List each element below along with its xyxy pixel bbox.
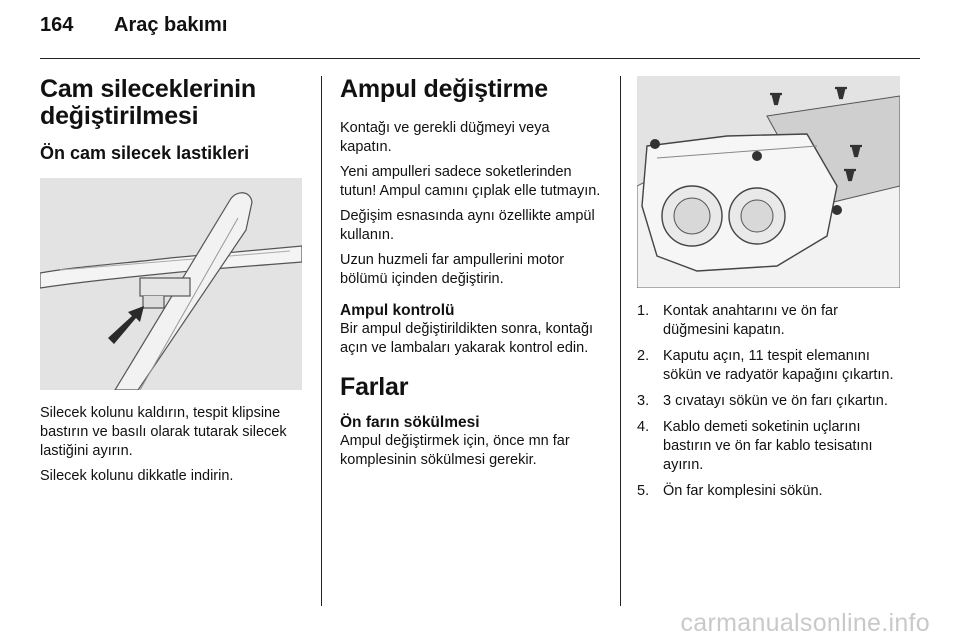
list-item: 5. Ön far komplesini sökün.	[637, 483, 823, 499]
bulb-para-1: Kontağı ve gerekli düğmeyi veya kapatın.	[340, 120, 550, 155]
column-wipers	[40, 76, 302, 486]
list-item: 2. Kaputu açın, 11 tespit elemanını sökün ve radyatör kapağını çıkartın.	[637, 348, 894, 383]
header-rule	[40, 58, 920, 59]
chapter-title: Araç bakımı	[114, 14, 228, 36]
bulb-para-3: Değişim esnasında aynı özellikte ampül kullanın.	[340, 208, 595, 243]
removal-steps-list	[637, 302, 900, 501]
page-number: 164	[40, 14, 74, 36]
headlight-removal-title: Ön farın sökülmesi	[340, 414, 480, 431]
watermark: carmanualsonline.info	[680, 609, 930, 637]
wiper-subtitle: Ön cam silecek lastikleri	[40, 143, 250, 163]
bulb-check-text: Bir ampul değiştirildikten sonra, kontağı açın ve lambaları yakarak kontrol edin.	[340, 321, 594, 356]
wiper-blade-illustration	[40, 178, 302, 390]
bulb-para-2: Yeni ampulleri sadece soketlerinden tutun! Ampul camını çıplak elle tutmayın.	[340, 164, 601, 199]
column-divider-right	[620, 76, 621, 606]
column-divider-left	[321, 76, 322, 606]
bulb-section-title: Ampul değiştirme	[340, 75, 548, 103]
wiper-instruction-2: Silecek kolunu dikkatle indirin.	[40, 468, 234, 484]
column-steps	[637, 76, 900, 508]
column-bulbs	[340, 76, 604, 470]
headlight-removal-text: Ampul değiştirmek için, önce mn far komplesinin sökülmesi gerekir.	[340, 433, 570, 468]
page-header	[40, 14, 227, 44]
wiper-instruction-1: Silecek kolunu kaldırın, tespit klipsine bastırın ve basılı olarak tutarak silecek lastiğini ayırın.	[40, 405, 287, 459]
headlights-section-title: Farlar	[340, 373, 409, 401]
list-item: 4. Kablo demeti soketinin uçlarını bastırın ve ön far kablo tesisatını ayırın.	[637, 419, 873, 473]
wiper-section-title: Cam sileceklerinin değiştirilmesi	[40, 75, 256, 130]
list-item: 3. 3 cıvatayı sökün ve ön farı çıkartın.	[637, 393, 888, 409]
headlight-removal-illustration	[637, 76, 900, 288]
list-item: 1. Kontak anahtarını ve ön far düğmesini kapatın.	[637, 303, 838, 338]
bulb-check-title: Ampul kontrolü	[340, 302, 455, 319]
bulb-para-4: Uzun huzmeli far ampullerini motor bölümü içinden değiştirin.	[340, 252, 565, 287]
